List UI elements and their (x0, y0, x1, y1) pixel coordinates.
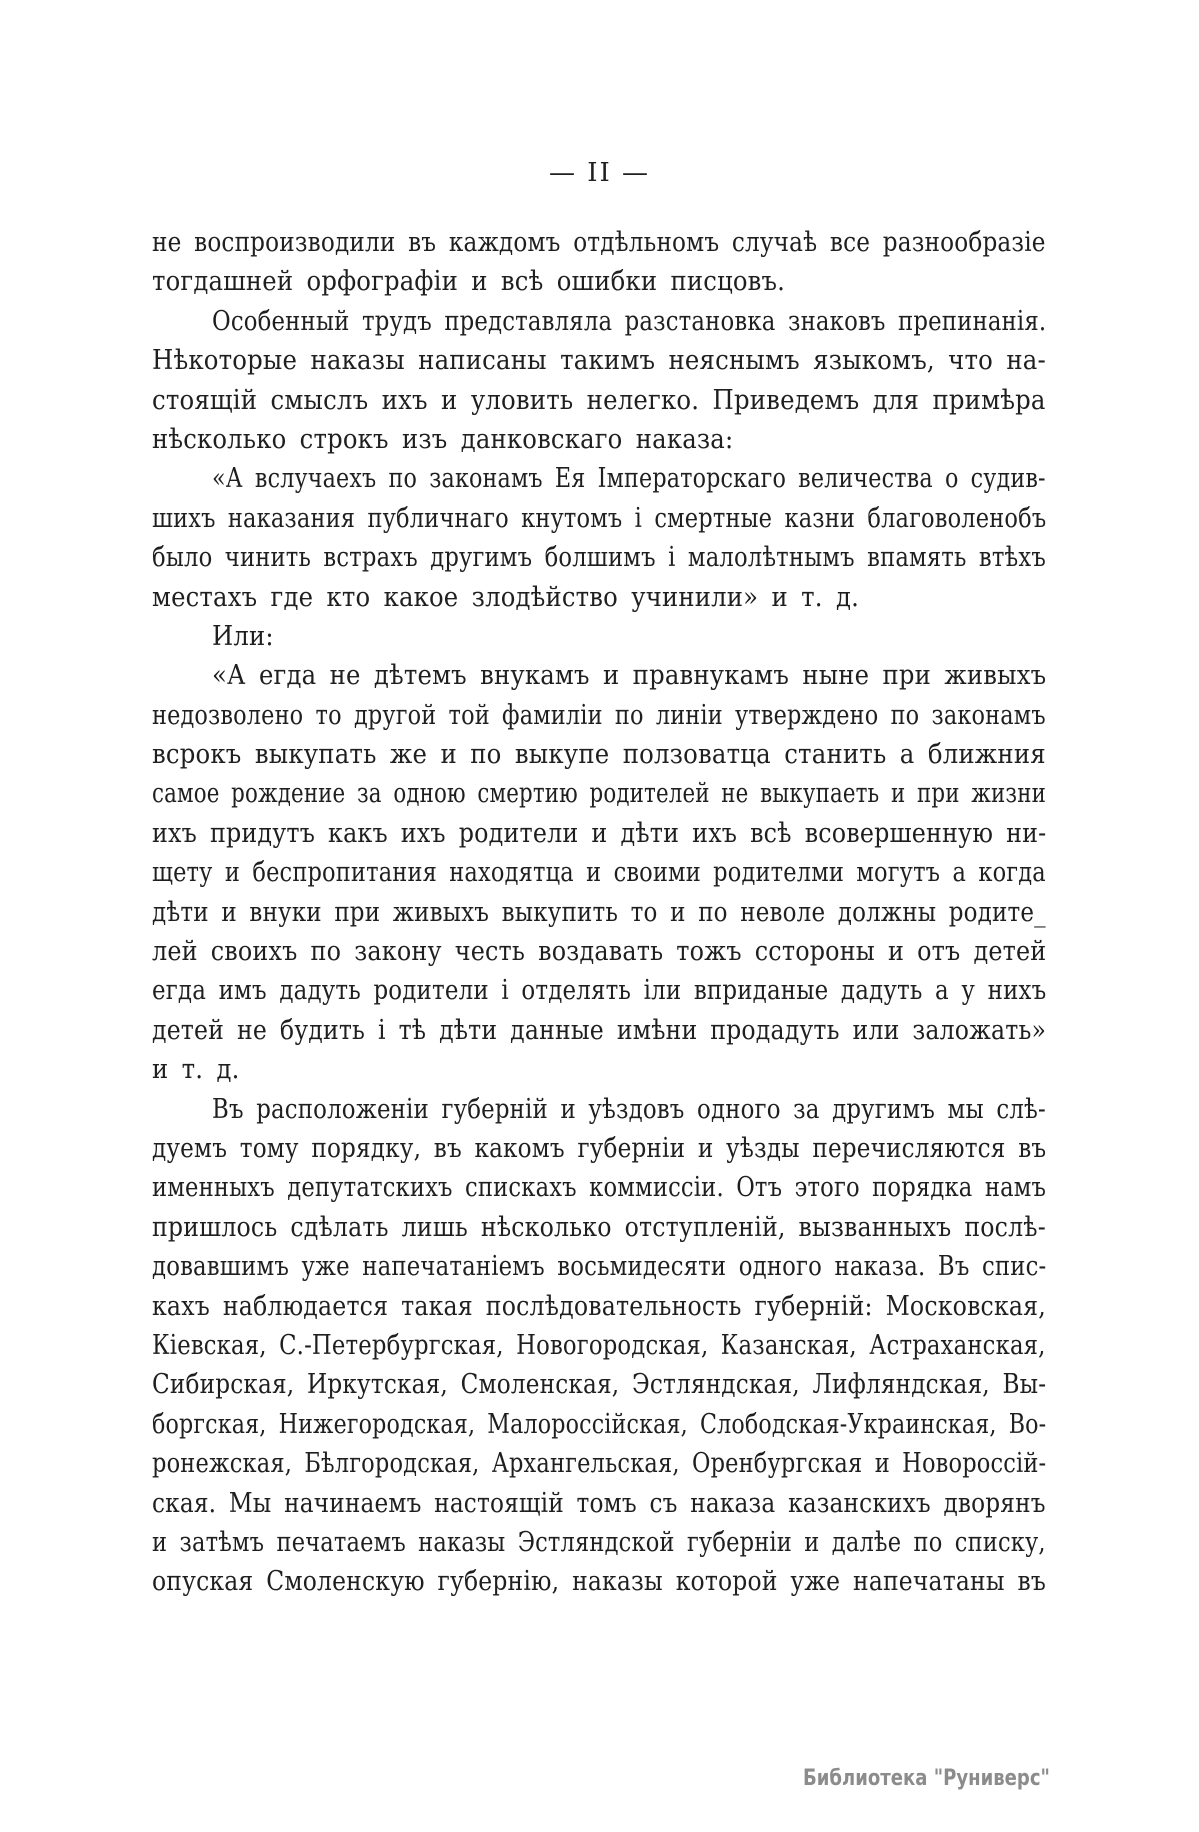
text-line: дуемъ тому порядку, въ какомъ губерніи и уѣзды перечисляются въ (152, 1132, 1047, 1164)
text-line: Кіевская, С.-Петербургская, Новогородская, Казанская, Астраханская, (152, 1329, 1046, 1361)
text-line: не воспроизводили въ каждомъ отдѣльномъ случаѣ все разнообразіе (152, 227, 1046, 258)
text-line: и затѣмъ печатаемъ наказы Эстляндской губерніи и далѣе по списку, (152, 1526, 1046, 1558)
text-line: нѣсколько строкъ изъ данковскаго наказа: (152, 423, 734, 455)
library-watermark (803, 1763, 1104, 1795)
text-line: лей своихъ по закону честь воздавать тожъ сстороны и отъ детей (152, 936, 1047, 968)
text-line: кахъ наблюдается такая послѣдовательность губерній: Московская, (152, 1290, 1046, 1322)
text-line: шихъ наказания публичнаго кнутомъ і смертные казни благоволенобъ (152, 502, 1047, 534)
page-number: — II — (548, 158, 651, 188)
library-watermark-text: Библиотека "Руниверс" (803, 1766, 1050, 1791)
text-line: Нѣкоторые наказы написаны такимъ неяснымъ языкомъ, что на- (152, 345, 1046, 377)
text-line: стоящій смыслъ ихъ и уловить нелегко. Приведемъ для примѣра (152, 384, 1046, 416)
text-line: было чинить встрахъ другимъ болшимъ і малолѣтнымъ впамять втѣхъ (152, 542, 1046, 574)
text-line: местахъ где кто какое злодѣйство учинили» и т. д. (152, 581, 860, 613)
text-line: довавшимъ уже напечатаніемъ восьмидесяти одного наказа. Въ спис- (152, 1251, 1047, 1283)
text-line: «А егда не дѣтемъ внукамъ и правнукамъ ныне при живыхъ (212, 660, 1047, 692)
text-line: Сибирская, Иркутская, Смоленская, Эстляндская, Лифляндская, Вы- (152, 1369, 1047, 1401)
text-line: недозволено то другой той фамиліи по линіи утверждено по законамъ (152, 699, 1046, 731)
text-line: Особенный трудъ представляла разстановка знаковъ препинанія. (212, 305, 1047, 337)
body-text (152, 223, 1046, 1602)
text-line: дѣти и внуки при живыхъ выкупить то и по неволе должны родите_ (152, 896, 1046, 928)
text-line: самое рождение за одною смертию родителей не выкупаеть и при жизни (152, 778, 1046, 810)
text-line: и т. д. (152, 1054, 240, 1086)
text-line: именныхъ депутатскихъ спискахъ коммиссіи. Отъ этого порядка намъ (152, 1172, 1047, 1204)
text-line: детей не будить і тѣ дѣти данные имѣни продадуть или заложать» (152, 1014, 1047, 1046)
text-line: пришлось сдѣлать лишь нѣсколько отступленій, вызванныхъ послѣ- (152, 1211, 1046, 1243)
text-line: всрокъ выкупать же и по выкупе ползоватца станить а ближния (152, 739, 1046, 771)
text-line: боргская, Нижегородская, Малороссійская, Слободская-Украинская, Во- (152, 1408, 1047, 1440)
text-line: Въ расположеніи губерній и уѣздовъ одного за другимъ мы слѣ- (212, 1093, 1046, 1125)
text-line: Или: (212, 620, 274, 652)
text-line: опуская Смоленскую губернію, наказы которой уже напечатаны въ (152, 1566, 1046, 1598)
text-line: егда имъ дадуть родители і отделять іли вприданые дадуть а у нихъ (152, 975, 1047, 1007)
text-line: ронежская, Бѣлгородская, Архангельская, Оренбургская и Новороссій- (152, 1448, 1047, 1480)
text-line: «А вслучаехъ по законамъ Ея Імператорскаго величества о судив- (212, 463, 1046, 495)
text-line: ихъ придутъ какъ ихъ родители и дѣти ихъ всѣ всовершенную ни- (152, 817, 1047, 849)
text-line: ская. Мы начинаемъ настоящій томъ съ наказа казанскихъ дворянъ (152, 1487, 1046, 1519)
text-line: тогдашней орфографіи и всѣ ошибки писцовъ. (152, 266, 786, 298)
text-line: щету и беспропитания находятца и своими родителми могутъ а когда (152, 857, 1046, 889)
